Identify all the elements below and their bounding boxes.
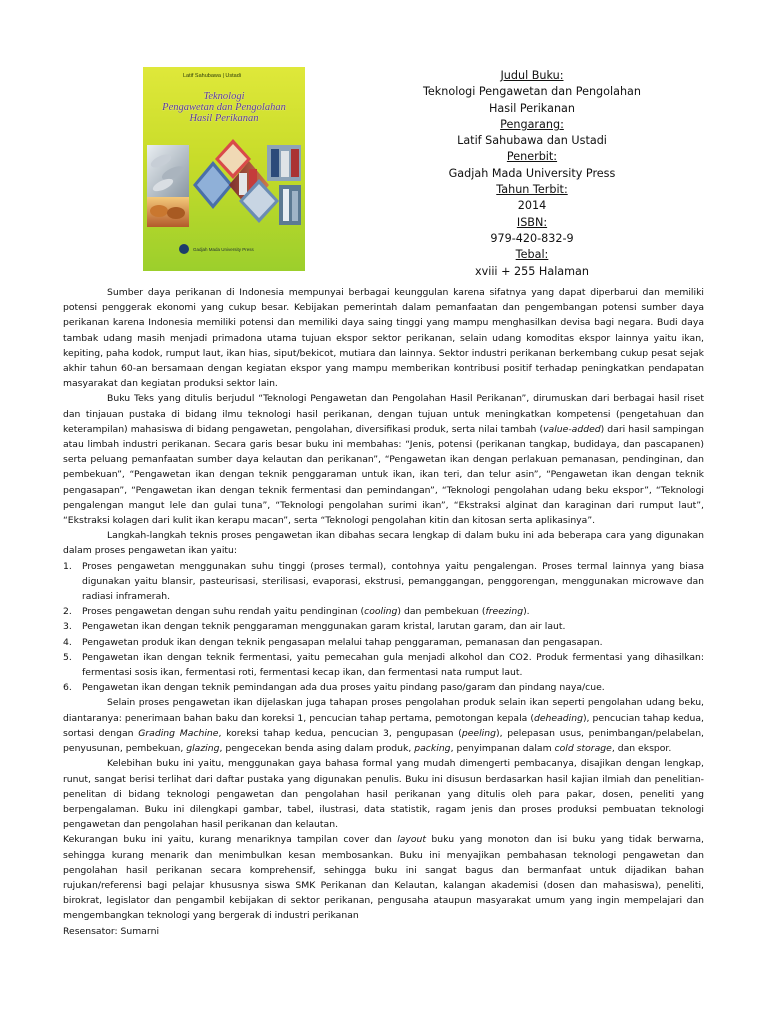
isbn-value: 979-420-832-9 <box>490 231 574 245</box>
text-run-italic: glazing <box>186 743 220 755</box>
list-number: 5. <box>63 651 72 663</box>
list-number: 2. <box>63 606 72 618</box>
cover-title <box>143 91 305 124</box>
list-text: ) dan pembekuan ( <box>397 606 486 618</box>
list-item <box>63 559 704 605</box>
text-run: Kekurangan buku ini yaitu, kurang menariknya tampilan cover dan <box>63 834 398 846</box>
list-text-italic: cooling <box>364 606 398 618</box>
book-info <box>372 68 692 280</box>
list-number: 4. <box>63 636 72 648</box>
text-run-italic: cold storage <box>554 743 612 755</box>
text-run-italic: peeling <box>461 727 496 739</box>
text-run-italic: deheading <box>533 712 583 724</box>
cover-title-line: Hasil Perikanan <box>189 113 259 124</box>
judul-line-1: Teknologi Pengawetan dan Pengolahan <box>422 85 642 99</box>
paragraph-strengths: Kelebihan buku ini yaitu, menggunakan gaya bahasa formal yang mudah dimengerti pembacanya, disajikan dengan lengkap, runut, sangat berisi terlihat dari daftar pustaka yang digunakan penulis. Buku ini disusun berdasarkan hasil kajian ilmiah dan penelitian-penelitan di bidang teknologi pengawetan dan pengolahan hasil perikanan yang ditulis oleh para pakar, dosen, peneliti yang berpengalaman. Buku ini dilengkapi gambar, tabel, ilustrasi, data statistik, ragam jenis dan proses produksi pembuatan teknologi pengawetan dan pengolahan hasil perikanan dan kelautan. <box>63 758 704 831</box>
paragraph-methods-intro: Langkah-langkah teknis proses pengawetan ikan dibahas secara lengkap di dalam buku ini ada beberapa cara yang digunakan dalam proses pengawetan ikan yaitu: <box>63 530 704 557</box>
text-run: Buku Teks yang ditulis berjudul “Teknologi Pengawetan dan Pengolahan Hasil Perikanan”, dirumuskan dari berbagai hasil riset dan tinjauan pustaka di bidang ilmu teknologi hasil perikanan, dengan tujuan untuk meningkatkan kompetensi (pengetahuan dan keterampilan) mahasiswa di bidang pengawetan, pengolahan, diversifikasi produk, serta nilai tambah ( <box>63 393 704 435</box>
methods-list <box>63 559 704 696</box>
text-run: , koreksi tahap kedua, pencucian 3, pengupasan ( <box>218 727 462 739</box>
tahun-label: Tahun Terbit: <box>496 183 568 197</box>
list-number: 6. <box>63 682 72 694</box>
list-text: Proses pengawetan menggunakan suhu tinggi (proses termal), contohnya yaitu pengalengan. Proses termal lainnya yang biasa digunakan yaitu blansir, pasteurisasi, sterilisasi, evaporasi, ekstrusi, pemanggangan, penggorengan, menggunakan microwave dan radiasi inframerah. <box>82 560 704 603</box>
tahun-value: 2014 <box>517 199 547 213</box>
list-item <box>63 650 704 680</box>
text-run: ) dari hasil sampingan atau limbah industri perikanan. Secara garis besar buku ini membahas: “Jenis, potensi (perikanan tangkap, budidaya, dan pascapanen) serta peluang pemanfaatan sumber daya kelautan dan perikanan”, “Pengawetan ikan dengan perlakuan pemanasan, pendinginan, dan pembekuan”, “Pengawetan ikan dengan teknik penggaraman untuk ikan, ikan teri, dan telur asin”, “Pengawetan ikan dengan teknik pengasapan”, “Pengawetan ikan dengan teknik fermentasi dan pemindangan”, “Teknologi pengolahan udang beku ekspor”, “Teknologi pengalengan mangut lele dan gulai tuna”, “Teknologi pengolahan surimi ikan”, “Ekstraksi alginat dan karaginan dari rumput laut”, “Ekstraksi kolagen dari kulit ikan kerapu macan”, serta “Teknologi pengolahan kitin dan kitosan serta aplikasinya”. <box>63 423 704 527</box>
list-number: 3. <box>63 621 72 633</box>
text-run: , penyimpanan dalam <box>450 743 555 755</box>
list-item <box>63 635 704 650</box>
reviewer-name: Resensator: Sumarni <box>63 925 160 937</box>
list-text: ). <box>523 606 530 618</box>
text-run-italic: value-added <box>543 423 601 435</box>
penerbit-value: Gadjah Mada University Press <box>448 166 616 180</box>
judul-line-2: Hasil Perikanan <box>489 101 575 115</box>
judul-label: Judul Buku: <box>500 69 564 82</box>
pengarang-label: Pengarang: <box>500 117 564 131</box>
list-number: 1. <box>63 560 72 572</box>
tebal-value: xviii + 255 Halaman <box>474 264 590 278</box>
paragraph-processing <box>63 695 704 756</box>
text-run-italic: packing <box>414 743 451 755</box>
text-run: ), pencucian tahap kedua, sortasi dengan <box>63 712 704 739</box>
review-body <box>63 285 704 939</box>
cover-photo-collage <box>143 139 305 229</box>
cover-publisher: Gadjah Mada University Press <box>193 247 254 252</box>
paragraph-book-summary <box>63 391 704 528</box>
text-run-italic: layout <box>397 834 427 846</box>
list-text: Pengawetan produk ikan dengan teknik pengasapan melalui tahap penggaraman, pemanasan dan pengasapan. <box>82 636 603 648</box>
text-run: , pengecekan benda asing dalam produk, <box>219 743 415 755</box>
list-text: Pengawetan ikan dengan teknik penggaraman menggunakan garam kristal, larutan garam, dan air laut. <box>82 621 566 633</box>
list-text: Pengawetan ikan dengan teknik pemindangan ada dua proses yaitu pindang paso/garam dan pindang naya/cue. <box>82 682 605 694</box>
text-run: ), pelepasan usus, penimbangan/pelabelan, penyusunan, pembekuan, <box>63 727 704 755</box>
list-text: Pengawetan ikan dengan teknik fermentasi, yaitu pemecahan gula menjadi alkohol dan CO2. Produk fermentasi yang dihasilkan: fermentasi sosis ikan, fermentasi roti, fermentasi kecap ikan, dan fermentasi nata rumput laut. <box>82 651 704 679</box>
list-item <box>63 604 704 619</box>
text-run-italic: Grading Machine <box>138 727 219 739</box>
text-run: , dan ekspor. <box>611 743 672 755</box>
cover-authors: Latif Sahubawa | Ustadi <box>183 73 241 79</box>
isbn-label: ISBN: <box>516 215 548 229</box>
cover-title-line: Pengawetan dan Pengolahan <box>162 102 286 113</box>
book-cover-image <box>143 67 305 271</box>
list-item <box>63 680 704 695</box>
paragraph-intro: Sumber daya perikanan di Indonesia mempunyai berbagai keunggulan karena sifatnya yang dapat diperbarui dan memiliki potensi penggerak ekonomi yang cukup besar. Kebijakan pemerintah dalam pemanfaatan dan pengembangan potensi sumber daya perikanan karena Indonesia memiliki potensi dan memiliki daya saing tinggi yang mampu menghasilkan devisa bagi negara. Budi daya tambak udang masih menjadi primadona utama tujuan ekspor sektor perikanan, selain udang komoditas ekspor lainnya yaitu ikan, kepiting, paha kodok, rumput laut, ikan hias, siput/bekicot, mutiara dan lainnya. Sektor industri perikanan berkembang cukup pesat sejak akhir tahun 60-an bersamaan dengan kegiatan ekspor yang mampu memberikan kontribusi positif terhadap peningkatkan pendapatan masyarakat dan kegiatan produksi sektor lain. <box>63 287 704 390</box>
list-item <box>63 619 704 634</box>
pengarang-value: Latif Sahubawa dan Ustadi <box>457 134 607 148</box>
publisher-logo-icon <box>179 244 189 254</box>
list-text-italic: freezing <box>485 606 524 618</box>
text-run: buku yang monoton dan isi buku yang tidak berwarna, sehingga kurang menarik dan menimbulkan kesan membosankan. Buku ini menyajikan pembahasan teknologi pengawetan dan pengolahan hasil perikanan secara komprehensif, sehingga buku ini sangat bagus dan bermanfaat untuk dijadikan bahan rujukan/referensi bagi pelajar khususnya siswa SMK Perikanan dan Kelautan, kalangan akademisi (dosen dan mahasiswa), peneliti, birokrat, legislator dan pengambil kebijakan di sektor perikanan, pengusaha ataupun masyarakat umum yang ingin mempelajari dan mengembangkan teknologi yang bergerak di industri perikanan <box>63 834 704 922</box>
list-text: Proses pengawetan dengan suhu rendah yaitu pendinginan ( <box>82 606 365 618</box>
paragraph-weaknesses <box>63 832 704 923</box>
tebal-label: Tebal: <box>515 248 549 262</box>
penerbit-label: Penerbit: <box>506 150 558 164</box>
cover-title-line: Teknologi <box>203 91 245 102</box>
text-run: Selain proses pengawetan ikan dijelaskan juga tahapan proses pengolahan produk selain ikan seperti pengolahan udang beku, diantaranya: penerimaan bahan baku dan koreksi 1, pencucian tahap pertama, pemotongan kepala ( <box>63 697 704 724</box>
